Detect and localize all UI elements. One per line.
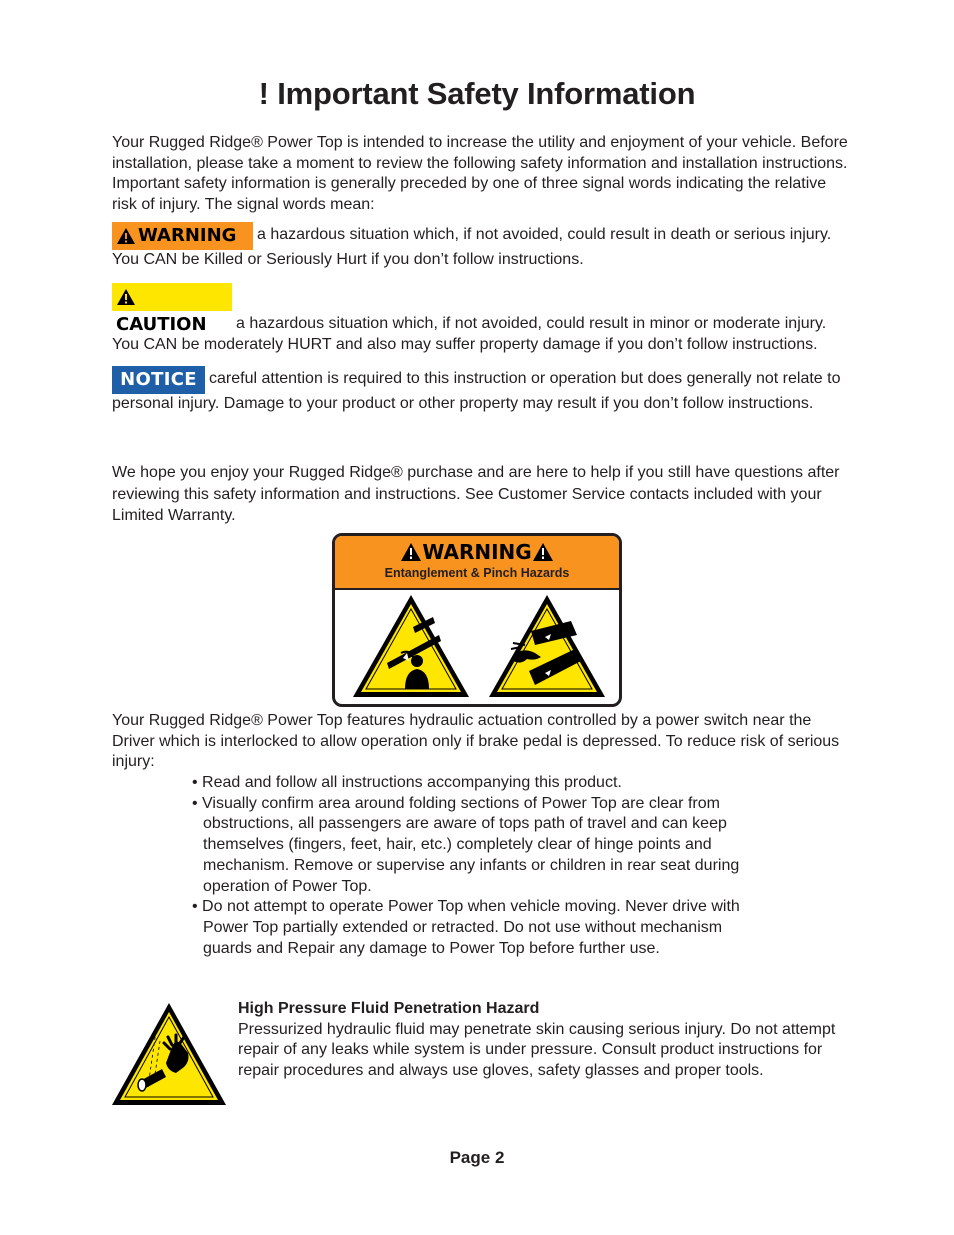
fluid-hazard-text: Pressurized hydraulic fluid may penetrate skin causing serious injury. Do not attempt repair of any leaks while system is under pressure. Consult product instructions for repair procedures and always use gloves, safety glasses and proper tools. (238, 1020, 836, 1080)
list-item: • Visually confirm area around folding sections of Power Top are clear from obstructions, all passengers are aware of tops path of travel and can keep themselves (fingers, feet, hair, etc.) completely clear of hinge points and mechanism. Remove or supervise any infants or children in rear seat during operation of Power Top. (192, 794, 740, 895)
page-title: ! Important Safety Information (258, 76, 696, 111)
notice-definition-text: careful attention is required to this instruction or operation but does generally not relate to personal injury. Damage to your product or other property may result if you don’t follow instructions. (112, 370, 841, 412)
features-paragraph: Your Rugged Ridge® Power Top features hydraulic actuation controlled by a power switch near the Driver which is interlocked to allow operation only if brake pedal is depressed. To reduce risk of serious injury: (112, 712, 840, 771)
sign-signal-word (335, 536, 619, 563)
sign-left-triangle-icon (400, 542, 422, 562)
sign-word-label: WARNING (422, 540, 532, 564)
list-item: • Read and follow all instructions accompanying this product. (192, 774, 622, 791)
safety-bullet-list (192, 773, 852, 959)
sign-right-triangle-icon (532, 542, 554, 562)
notice-badge: NOTICE (112, 366, 205, 394)
caution-badge-label: CAUTION (116, 314, 207, 335)
warning-definition-text: a hazardous situation which, if not avoided, could result in death or serious injury. You CAN be Killed or Seriously Hurt if you don’t follow instructions. (112, 226, 832, 268)
sign-header (335, 536, 619, 590)
entanglement-hazard-icon (353, 595, 469, 697)
signal-caution-definition (112, 283, 852, 355)
signal-notice-definition (112, 366, 852, 415)
caution-definition-text: a hazardous situation which, if not avoided, could result in minor or moderate injury. You CAN be moderately HURT and also may suffer property damage if you don’t follow instructions. (112, 315, 827, 353)
fluid-hazard-block (238, 999, 838, 1082)
intro-paragraph: Your Rugged Ridge® Power Top is intended to increase the utility and enjoyment of your vehicle. Before installation, please take a moment to review the following safety information and installation instructions. Important safety information is generally preceded by one of three signal words indicating the relative risk of injury. The signal words mean: (112, 134, 848, 214)
caution-triangle-icon (116, 288, 136, 306)
fluid-injection-hazard-icon (110, 1001, 228, 1107)
signal-warning-definition (112, 222, 852, 271)
fluid-hazard-title: High Pressure Fluid Penetration Hazard (238, 1000, 540, 1017)
pinch-hazard-icon (489, 595, 605, 697)
sign-icons (335, 591, 619, 704)
warning-triangle-icon (116, 227, 136, 245)
warning-badge-label: WARNING (138, 225, 237, 246)
sign-subtitle: Entanglement & Pinch Hazards (384, 566, 570, 580)
list-item: • Do not attempt to operate Power Top when vehicle moving. Never drive with Power Top partially extended or retracted. Do not use without mechanism guards and Repair any damage to Power Top before further use. (192, 898, 740, 957)
warning-badge (112, 222, 253, 250)
closing-paragraph: We hope you enjoy your Rugged Ridge® purchase and are here to help if you still have questions after reviewing this safety information and instructions. See Customer Service contacts included with your Limited Warranty. (112, 464, 840, 524)
entanglement-warning-sign (332, 533, 622, 707)
page-number: Page 2 (449, 1148, 505, 1167)
caution-badge (112, 283, 232, 335)
